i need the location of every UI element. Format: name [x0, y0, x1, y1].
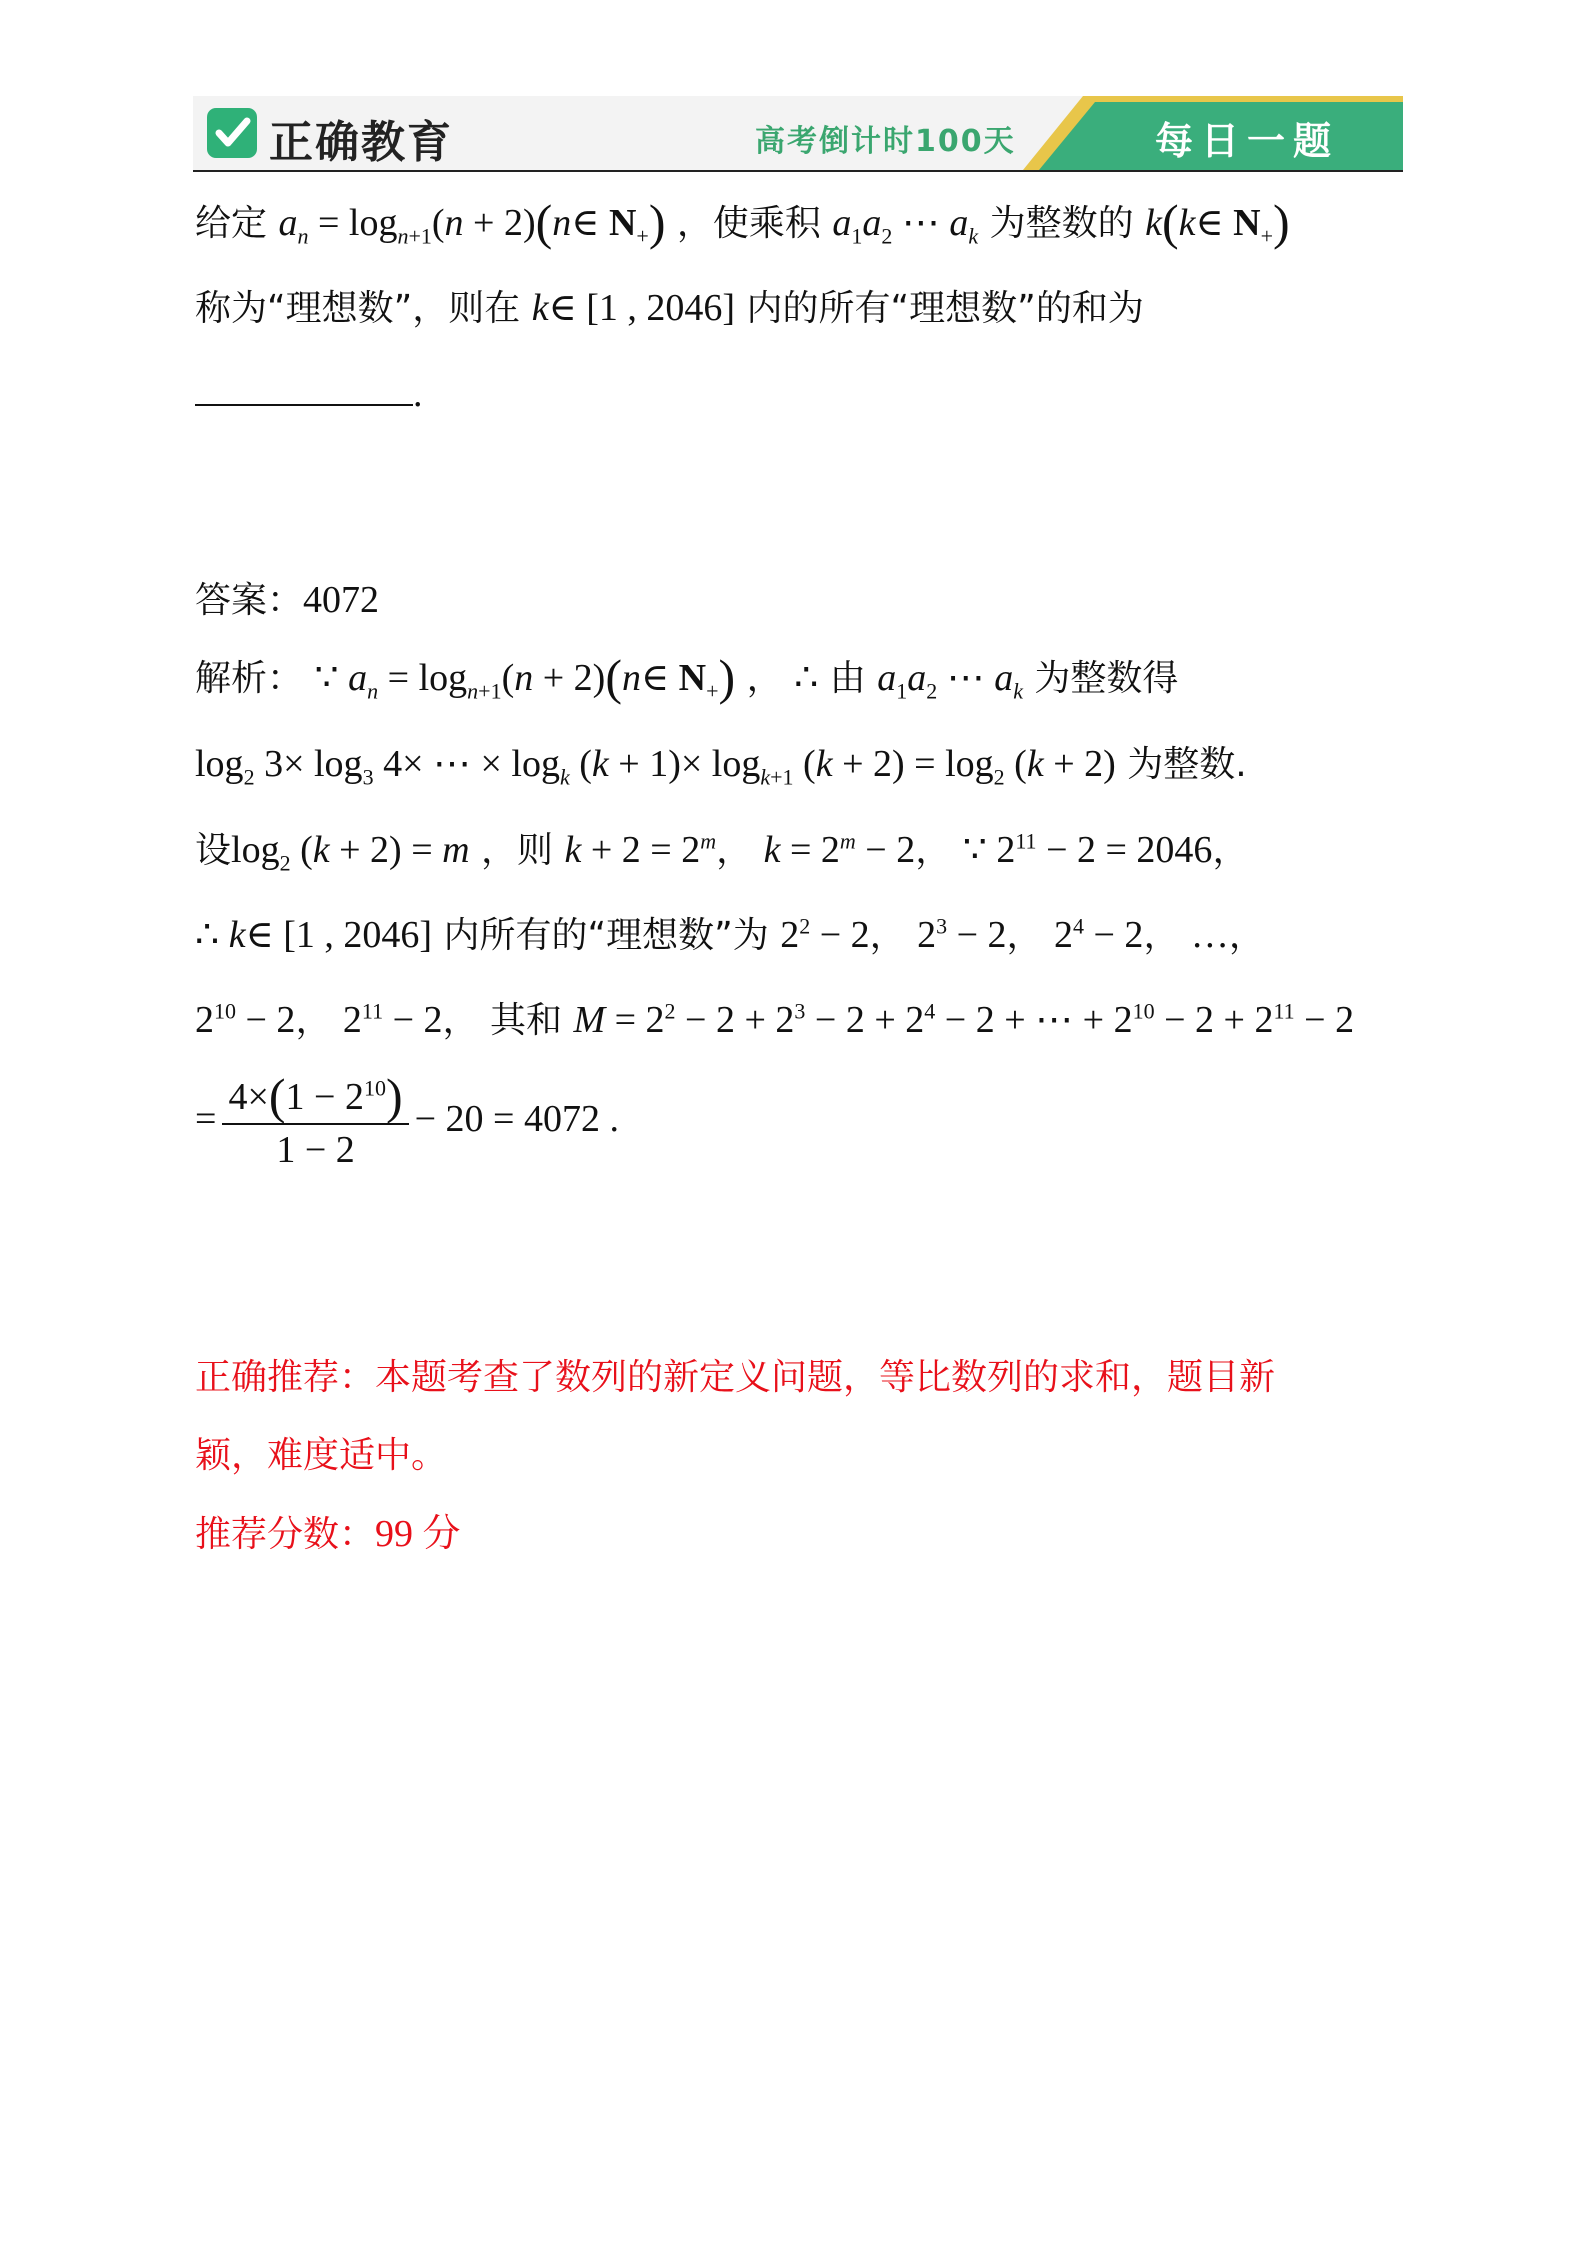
- math-formula: k(k∈ $N_+$): [1145, 194, 1290, 250]
- solution-line-1: [195, 649, 1179, 705]
- problem-line-2: [195, 284, 1144, 333]
- recommend-line-2: 颖，难度适中。: [195, 1435, 448, 1476]
- solution-line-5: $2^{10} - 2$， $2^{11} - 2$， 其和 $M = 2^2 - 2 + 2^3 - 2 + 2^4 - 2$ + ⋯ + $2^{10} - 2 + 2^{11} - 2$: [195, 998, 1355, 1041]
- math-formula: $2^4 - 2$: [1054, 913, 1144, 956]
- math-formula: $2^3 - 2$: [917, 913, 1007, 956]
- math-formula: ∴ k∈ [1 , 2046]: [195, 914, 432, 956]
- solution-text: ，则: [481, 830, 554, 871]
- solution-label: 解析：: [195, 658, 304, 699]
- math-formula: $k + 2 = 2^m$: [564, 828, 717, 871]
- score-label: 推荐分数：: [195, 1514, 376, 1555]
- header-banner: [193, 96, 1403, 170]
- answer-blank-line: [195, 370, 413, 406]
- problem-text: 为整数的: [989, 203, 1134, 244]
- countdown-text: 高考倒计时100天: [755, 124, 1016, 159]
- score-value: 99 分: [375, 1513, 461, 1555]
- solution-line-3: 设$\log_2 (k + 2) = m$ ，则 $k + 2 = 2^m$， $k = 2^m - 2$， ∵ $2^{11} - 2 = 2046$，: [195, 828, 1249, 876]
- solution-text: 为整数得: [1034, 658, 1179, 699]
- solution-text: 为整数.: [1127, 744, 1247, 785]
- problem-line-1: [195, 194, 1290, 250]
- recommend-score: [195, 1510, 461, 1559]
- math-formula: $a_1a_2$ ⋯ $a_k$: [877, 657, 1023, 704]
- solution-text: 其和: [489, 1000, 562, 1041]
- solution-line-4: ∴ k∈ [1 , 2046] 内所有的“理想数”为 $2^2 - 2$， $2^3 - 2$， $2^4 - 2$， …，: [195, 913, 1265, 956]
- math-formula: ∵ $2^{11} - 2 = 2046$: [962, 828, 1213, 871]
- solution-text: ，: [746, 658, 783, 699]
- math-formula: $\log_2 3\times \log_3 4\times$ ⋯ × $\log_k (k + 1)\times \log_{k+1} (k + 2) = \log_2 (k + 2)$: [195, 743, 1116, 790]
- math-formula: ∴: [794, 657, 819, 699]
- solution-line-2: [195, 740, 1247, 789]
- answer-value: 4072: [303, 579, 380, 621]
- problem-text: 称为“理想数”，则在: [195, 288, 521, 329]
- answer-label: 答案：: [195, 580, 304, 621]
- math-formula: $\log_2 (k + 2) = m$: [231, 829, 470, 876]
- solution-text: 内所有的“理想数”为: [443, 915, 769, 956]
- solution-text: 由: [829, 658, 866, 699]
- math-formula: $a_1a_2$ ⋯ $a_k$: [832, 202, 979, 249]
- header-divider: [193, 170, 1403, 172]
- fraction: $\frac{4\times(1 - 2^{10})}{1 - 2}$: [222, 1070, 408, 1175]
- math-formula: $2^2 - 2$: [780, 913, 870, 956]
- math-formula: ∵ $a_n = \log_{n+1}(n$ + 2)(n∈ $N_+$): [314, 649, 736, 705]
- answer-line: [195, 576, 379, 625]
- solution-line-6: [195, 1070, 619, 1175]
- math-formula: …: [1190, 914, 1229, 956]
- solution-text: 设: [195, 830, 232, 871]
- math-formula: $a_n = \log_{n+1}(n$ + 2)(n∈ $N_+$): [278, 194, 666, 250]
- recommend-line-1: 正确推荐：本题考查了数列的新定义问题，等比数列的求和，题目新: [195, 1357, 1276, 1398]
- math-formula: $2^{10} - 2$: [195, 998, 296, 1041]
- math-formula: k∈ [1 , 2046]: [531, 287, 736, 329]
- check-logo-icon: [207, 108, 257, 158]
- problem-text: 内的所有“理想数”的和为: [746, 288, 1144, 329]
- math-formula: $2^{11} - 2$: [342, 998, 443, 1041]
- brand-name: 正确教育: [269, 117, 453, 168]
- problem-text: 给定: [195, 203, 268, 244]
- math-formula: = $\frac{4\times(1 - 2^{10})}{1 - 2}$ − 20 = 4072 .: [195, 1098, 619, 1140]
- problem-text: ，使乘积: [676, 203, 821, 244]
- answer-blank: .: [195, 370, 423, 419]
- math-formula: $M = 2^2 - 2 + 2^3 - 2 + 2^4 - 2$ + ⋯ + $2^{10} - 2 + 2^{11} - 2$: [573, 998, 1355, 1041]
- daily-question-label: 每日一题: [1155, 119, 1340, 163]
- math-formula: $k = 2^m - 2$: [763, 828, 916, 871]
